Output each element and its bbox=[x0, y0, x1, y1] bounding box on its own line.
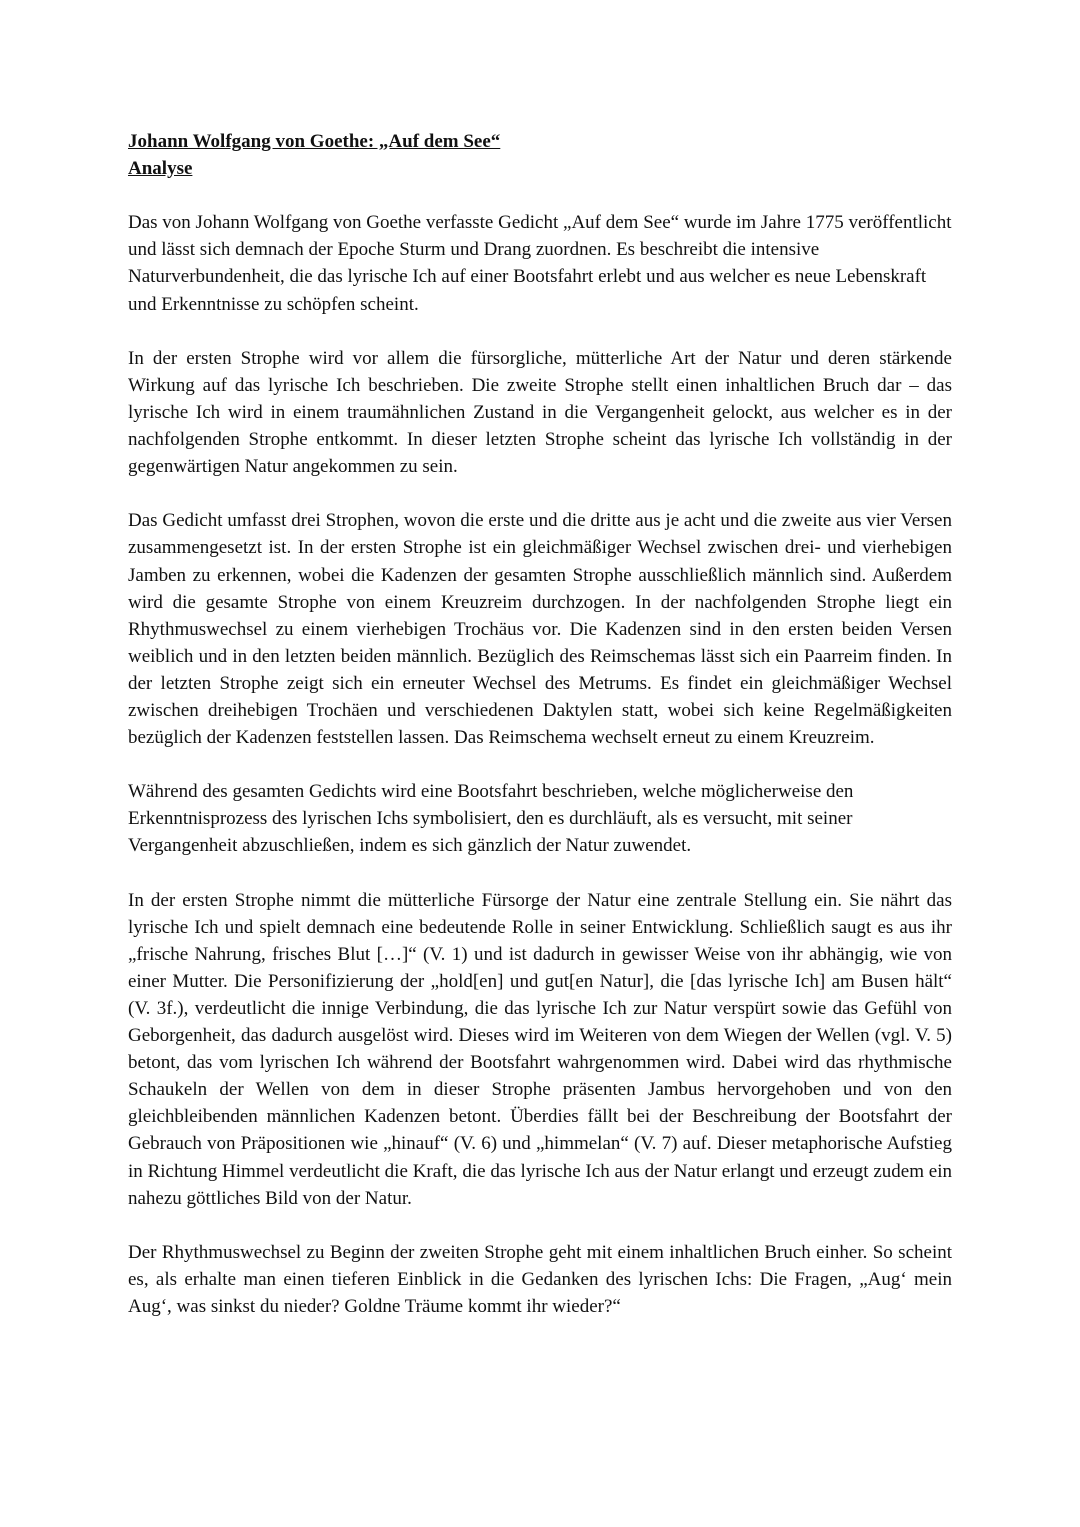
paragraph-content-summary: In der ersten Strophe wird vor allem die fürsorgliche, mütterliche Art der Natur und deren stärkende Wirkung auf das lyrische Ich beschrieben. Die zweite Strophe stellt einen inhaltlichen Bruch dar – das lyrische Ich wird in einem traumähnlichen Zustand in die Vergangenheit gelockt, aus welcher es in der nachfolgenden Strophe entkommt. In dieser letzten Strophe scheint das lyrische Ich vollständig in der gegenwärtigen Natur angekommen zu sein. bbox=[128, 347, 952, 478]
paragraph-second-stanza: Der Rhythmuswechsel zu Beginn der zweiten Strophe geht mit einem inhaltlichen Bruch einher. So scheint es, als erhalte man einen tieferen Einblick in die Gedanken des lyrischen Ichs: Die Fragen, „Aug‘ mein Aug‘, was sinkst du nieder? Goldne Träume kommt ihr wieder?“ bbox=[128, 1241, 952, 1318]
paragraph-first-stanza: In der ersten Strophe nimmt die mütterliche Fürsorge der Natur eine zentrale Stellung ein. Sie nährt das lyrische Ich und spielt demnach eine bedeutende Rolle in seiner Entwicklung. Schließlich saugt es aus ihr „frische Nahrung, frisches Blut […]“ (V. 1) und ist dadurch in gewisser Weise von ihr abhängig, wie von einer Mutter. Die Personifizierung der „hold[en] und gut[en Natur], die [das lyrische Ich] am Busen hält“ (V. 3f.), verdeutlicht die innige Verbindung, die das lyrische Ich zur Natur verspürt sowie das Gefühl von Geborgenheit, das dadurch ausgelöst wird. Dieses wird im Weiteren von dem Wiegen der Wellen (vgl. V. 5) betont, das vom lyrischen Ich während der Bootsfahrt wahrgenommen wird. Dabei wird das rhythmische Schaukeln der Wellen von dem in dieser Strophe präsenten Jambus hervorgehoben und von den gleichbleibenden männlichen Kadenzen betont. Überdies fällt bei der Beschreibung der Bootsfahrt der Gebrauch von Präpositionen wie „hinauf“ (V. 6) und „himmelan“ (V. 7) auf. Dieser metaphorische Aufstieg in Richtung Himmel verdeutlicht die Kraft, die das lyrische Ich aus der Natur erlangt und erzeugt zudem ein nahezu göttliches Bild von der Natur. bbox=[128, 889, 952, 1209]
document-page bbox=[128, 128, 952, 1320]
title-block bbox=[128, 128, 952, 182]
document-subtitle: Analyse bbox=[128, 158, 193, 180]
paragraph-introduction: Das von Johann Wolfgang von Goethe verfasste Gedicht „Auf dem See“ wurde im Jahre 1775 veröffentlicht und lässt sich demnach der Epoche Sturm und Drang zuordnen. Es beschreibt die intensive Naturverbundenheit, die das lyrische Ich auf einer Bootsfahrt erlebt und aus welcher es neue Lebenskraft und Erkenntnisse zu schöpfen scheint. bbox=[128, 212, 952, 315]
document-title: Johann Wolfgang von Goethe: „Auf dem See“ bbox=[128, 131, 501, 152]
paragraph-boat-trip: Während des gesamten Gedichts wird eine Bootsfahrt beschrieben, welche möglicherweise den Erkenntnisprozess des lyrischen Ichs symbolisiert, den es durchläuft, als es versucht, mit seiner Vergangenheit abzuschließen, indem es sich gänzlich der Natur zuwendet. bbox=[128, 781, 854, 857]
paragraph-form-analysis: Das Gedicht umfasst drei Strophen, wovon die erste und die dritte aus je acht und die zweite aus vier Versen zusammengesetzt ist. In der ersten Strophe ist ein gleichmäßiger Wechsel zwischen drei- und vierhebigen Jamben zu erkennen, wobei die Kadenzen der gesamten Strophe ausschließlich männlich sind. Außerdem wird die gesamte Strophe von einem Kreuzreim durchzogen. In der nachfolgenden Strophe liegt ein Rhythmuswechsel zu einem vierhebigen Trochäus vor. Die Kadenzen sind in den ersten beiden Versen weiblich und in den letzten beiden männlich. Bezüglich des Reimschemas lässt sich ein Paarreim finden. In der letzten Strophe zeigt sich ein erneuter Wechsel des Metrums. Es findet ein gleichmäßiger Wechsel zwischen dreihebigen Trochäen und verschiedenen Daktylen statt, wobei sich keine Regelmäßigkeiten bezüglich der Kadenzen feststellen lassen. Das Reimschema wechselt erneut zu einem Kreuzreim. bbox=[128, 510, 952, 749]
